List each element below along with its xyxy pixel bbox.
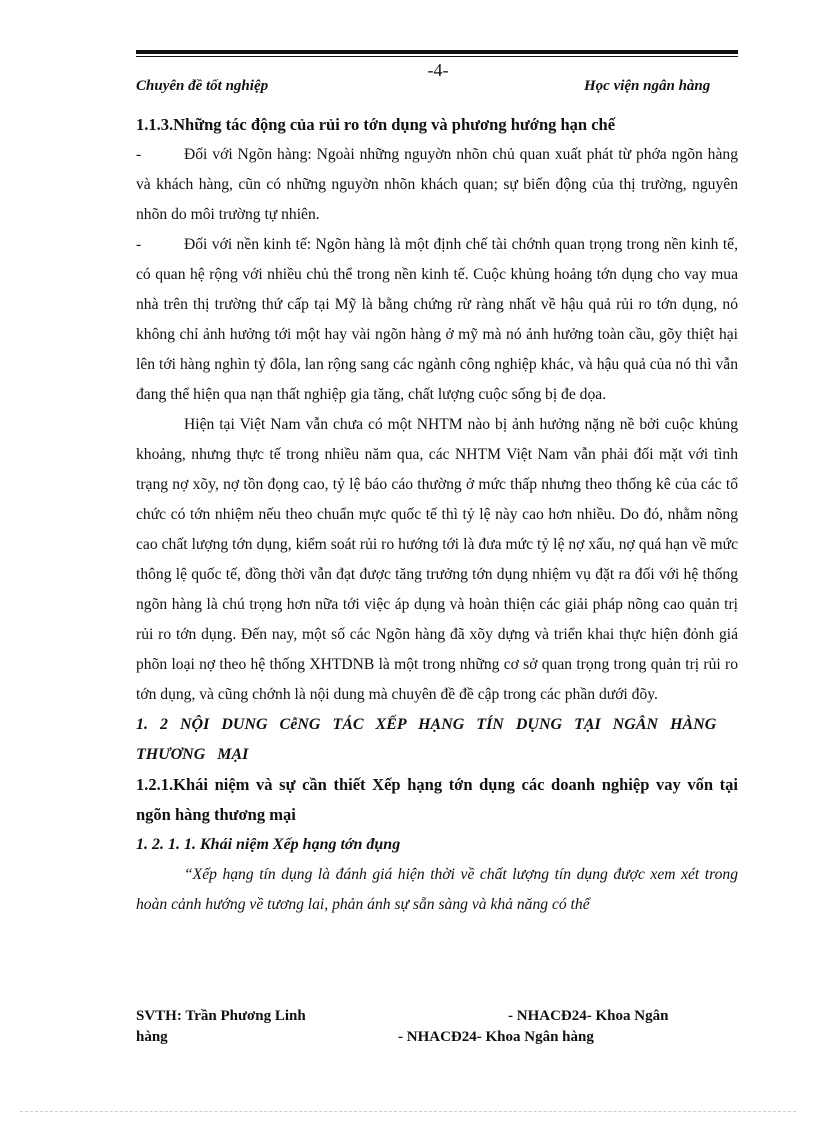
heading-1-2-1: 1.2.1.Khái niệm và sự cần thiết Xếp hạng tớn dụng các doanh nghiệp vay vốn tại ngõn hàng thương mại — [136, 775, 738, 824]
bullet-dash: - — [136, 146, 142, 163]
bullet-dash: - — [136, 236, 142, 253]
header-rule-thick — [136, 50, 738, 54]
paragraph-economy-impact — [136, 230, 738, 410]
page-footer — [136, 1006, 738, 1048]
heading-1-1-3: 1.1.3.Những tác động của rủi ro tớn dụng và phương hướng hạn chế — [136, 115, 616, 134]
footer-wrap: hàng — [136, 1029, 168, 1045]
heading-1-2-1-1: 1. 2. 1. 1. Khái niệm Xếp hạng tớn đụng — [136, 836, 401, 853]
page-bottom-divider — [20, 1111, 796, 1112]
paragraph-bank-impact — [136, 140, 738, 230]
paragraph-text: Đối với Ngõn hàng: Ngoài những nguyờn nhõn chủ quan xuất phát từ phớa ngõn hàng và khách hàng, cũn có những nguyờn nhõn khách quan; sự biến động của thị trường, nguyên nhõn do môi trường tự nhiên. — [136, 146, 738, 223]
paragraph-text: Đối với nền kinh tế: Ngõn hàng là một định chế tài chớnh quan trọng trong nền kinh tế, có quan hệ rộng với nhiều chủ thể trong nền kinh tế. Cuộc khủng hoảng tớn dụng cho vay mua nhà trên thị trường thứ cấp tại Mỹ là bằng chứng rừ ràng nhất về hậu quả rủi ro tớn dụng, nó không chỉ ảnh hưởng tới một hay vài ngõn hàng ở mỹ mà nó ảnh hưởng toàn cầu, gõy thiệt hại lên tới hàng nghìn tỷ đôla, lan rộng sang các ngành công nghiệp khác, và hậu quả của nó thì vẫn đang thể hiện qua nạn thất nghiệp gia tăng, chất lượng cuộc sống bị đe dọa. — [136, 236, 738, 403]
header-left-title: Chuyên đề tốt nghiệp — [136, 78, 269, 94]
page-number: -4- — [427, 60, 449, 80]
footer-class-faculty-repeat: - NHACĐ24- Khoa Ngân hàng — [398, 1029, 594, 1045]
quote-definition: “Xếp hạng tín dụng là đánh giá hiện thời về chất lượng tín dụng được xem xét trong hoàn cảnh hướng về tương lai, phản ánh sự sẵn sàng và khả năng có thể — [136, 866, 738, 913]
document-body — [136, 110, 738, 920]
heading-1-2: 1. 2 NỘI DUNG CễNG TÁC XẾP HẠNG TÍN DỤNG TẠI NGÂN HÀNG THƯƠNG MẠI — [136, 716, 717, 763]
paragraph-vietnam-context: Hiện tại Việt Nam vẫn chưa có một NHTM nào bị ảnh hưởng nặng nề bởi cuộc khủng khoảng, nhưng thực tế trong nhiều năm qua, các NHTM Việt Nam vẫn phải đối mặt với tình trạng nợ xõy, nợ tồn đọng cao, tỷ lệ báo cáo thường ở mức thấp nhưng theo thống kê của các tổ chức có tớn nhiệm nếu theo chuẩn mực quốc tế thì tỷ lệ này cao hơn nhiều. Do đó, nhằm nõng cao chất lượng tớn dụng, kiểm soát rủi ro hướng tới là đưa mức tỷ lệ nợ xấu, nợ quá hạn về mức thông lệ quốc tế, đồng thời vẫn đạt được tăng trưởng tớn dụng nhiệm vụ đặt ra đối với hệ thống ngõn hàng là chú trọng hơn nữa tới việc áp dụng và hoàn thiện các giải pháp nõng cao quản trị rủi ro tớn dụng. Đến nay, một số các Ngõn hàng đã xõy dựng và triển khai thực hiện đỏnh giá phõn loại nợ theo hệ thống XHTDNB là một trong những cơ sở quan trọng trong quản trị rủi ro tớn dụng, và cũng chớnh là nội dung mà chuyên đề đề cập trong các phần dưới đõy. — [136, 416, 738, 703]
footer-class-faculty: - NHACĐ24- Khoa Ngân — [508, 1008, 669, 1024]
footer-author: SVTH: Trần Phương Linh — [136, 1008, 306, 1024]
header-rule-thin — [136, 56, 738, 57]
header-right-title: Học viện ngân hàng — [584, 78, 711, 94]
